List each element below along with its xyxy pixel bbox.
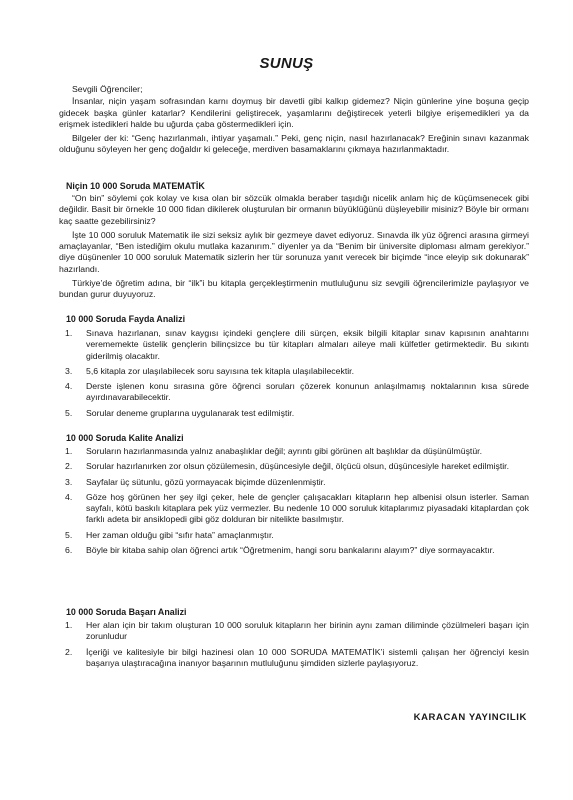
item-number: 6. (65, 545, 73, 556)
item-text: Sınava hazırlanan, sınav kaygısı içindeki gençlere dili sürçen, eksik bilgili kitaplar sınav kapısının anahtarını verememekte üstelik gençlerin bilinçsizce bu tür kitapları almaları aileye mali külfetler getirmektedir. Bu sıkıntı giderilmiş olacaktır. (86, 328, 529, 361)
quality-heading: 10 000 Soruda Kalite Analizi (66, 433, 184, 443)
list-item (59, 446, 529, 457)
item-number: 3. (65, 365, 73, 376)
item-number: 1. (65, 328, 73, 338)
list-item (59, 408, 529, 419)
item-text: Sorular hazırlanırken zor olsun çözülemesin, düşüncesiyle değil, ölçücü olsun, düşüncesiyle hareket edilmiştir. (86, 461, 510, 472)
item-text: Sorular deneme gruplarına uygulanarak test edilmiştir. (86, 407, 295, 418)
item-text: Böyle bir kitaba sahip olan öğrenci artık “Öğretmenim, hangi soru bankalarını alayım?” diye sormayacaktır. (86, 545, 495, 556)
item-number: 2. (65, 646, 73, 657)
item-number: 2. (65, 461, 73, 472)
list-item (59, 545, 529, 556)
publisher-name: KARACAN YAYINCILIK (413, 712, 527, 723)
item-text: Soruların hazırlanmasında yalnız anabaşlıklar değil; ayrıntı gibi görünen alt başlıklar da düşünülmüştür. (86, 446, 482, 456)
item-number: 1. (65, 446, 73, 456)
why-paragraph-2: İşte 10 000 soruluk Matematik ile sizi seksiz aylık bir gezmeye davet ediyoruz. Sınavda ilk yüz öğrenci arasına girmeyi amaçlayanlar, “Ben istediğim okulu mutlaka kazanırım.” diyenler ya da “Benim bir üniversite diploması almam gerekiyor.” diye düşünenler 10 000 soruluk Matematik sizlerin her tür sorunuza yanıt verecek bir biçimde “ince eleyip sık dokunarak” hazırlandı. (59, 229, 529, 274)
page-title: SUNUŞ (259, 55, 314, 72)
benefit-list (59, 328, 529, 423)
list-item (59, 461, 529, 472)
list-item (59, 647, 529, 670)
intro-paragraph-1: İnsanlar, niçin yaşam sofrasından karnı doymuş bir davetli gibi kalkıp gidemez? Niçin günlerine yine boşuna geçip gidecek başka günler katarlar? Kendilerini geliştirecek, yaşamlarını değiştirecek yeterli bilgiye erişemedikleri ya da erişmek istedikleri halde bu uğurda çaba göstermedikleri için. (59, 96, 529, 129)
list-item (59, 328, 529, 362)
list-item (59, 620, 529, 643)
item-text: Göze hoş görünen her şey ilgi çeker, hele de gençler çalışacakları kitapların hep albenisi olsun isterler. Saman sayfalı, kötü baskılı kitaplara pek yüz vermezler. Bu nedenle 10 000 soruluk kitaplarımız piyasadaki kitaplardan çok farklı adeta bir ansiklopedi gibi göz dolduran bir nitelikte basılmıştır. (86, 491, 529, 525)
success-heading: 10 000 Soruda Başarı Analizi (66, 607, 187, 617)
item-number: 1. (65, 620, 73, 630)
benefit-heading: 10 000 Soruda Fayda Analizi (66, 314, 186, 324)
why-section (59, 193, 529, 301)
item-text: İçeriği ve kalitesiyle bir bilgi hazinesi olan 10 000 SORUDA MATEMATİK’i sistemli çalışan her öğrenciyi kesin başarıya ulaştıracağına inanıyor başarının mutluluğunu şimdiden sizlerle paylaşıyoruz. (86, 646, 529, 668)
quality-list (59, 446, 529, 560)
why-paragraph-1: “On bin” söylemi çok kolay ve kısa olan bir sözcük olmakla beraber taşıdığı nicelik anlam hiç de küçümsenecek gibi değildir. Basit bir örnekle 10 000 fidan dikilerek oluşturulan bir ormanın büyüklüğünü düşleyebilir misiniz? Böyle bir ormanı kaç saatte gezebilirsiniz? (59, 193, 529, 226)
item-text: 5,6 kitapla zor ulaşılabilecek soru sayısına tek kitapla ulaşılabilecektir. (86, 365, 355, 376)
list-item (59, 366, 529, 377)
item-number: 3. (65, 476, 73, 487)
success-list (59, 620, 529, 673)
intro-paragraph-2: Bilgeler der ki: “Genç hazırlanmalı, ihtiyar yaşamalı.” Peki, genç niçin, nasıl hazırlanacak? Ereğinin sınavı kazanmak olduğunu söyleyen her genç doğaldır ki geleceğe, merdiven basamaklarını çıkmaya hazırlanmaktadır. (59, 133, 529, 155)
list-item (59, 381, 529, 404)
item-number: 4. (65, 491, 73, 502)
item-text: Derste işlenen konu sırasına göre öğrenci soruları çözerek konunun anlaşılmamış noktalarının kısa sürede ayırdınavarabilecektir. (86, 381, 529, 403)
why-heading: Niçin 10 000 Soruda MATEMATİK (66, 181, 205, 191)
item-text: Sayfalar üç sütunlu, gözü yormayacak biçimde düzenlenmiştir. (86, 476, 326, 487)
item-number: 4. (65, 381, 73, 392)
greeting: Sevgili Öğrenciler; (72, 84, 143, 94)
item-text: Her zaman olduğu gibi “sıfır hata” amaçlanmıştır. (86, 529, 274, 540)
item-number: 5. (65, 407, 73, 418)
intro-section (59, 84, 529, 156)
list-item (59, 530, 529, 541)
item-text: Her alan için bir takım oluşturan 10 000 soruluk kitapların her birinin aynı zaman diliminde çözülmeleri başarı için zorunludur (86, 620, 529, 642)
list-item (59, 477, 529, 488)
why-paragraph-3: Türkiye’de öğretim adına, bir “ilk”i bu kitapla gerçekleştirmenin mutluluğunu siz sevgili öğrencilerimizle paylaşıyor ve bundan gurur duyuyoruz. (59, 278, 529, 300)
item-number: 5. (65, 529, 73, 540)
list-item (59, 492, 529, 526)
